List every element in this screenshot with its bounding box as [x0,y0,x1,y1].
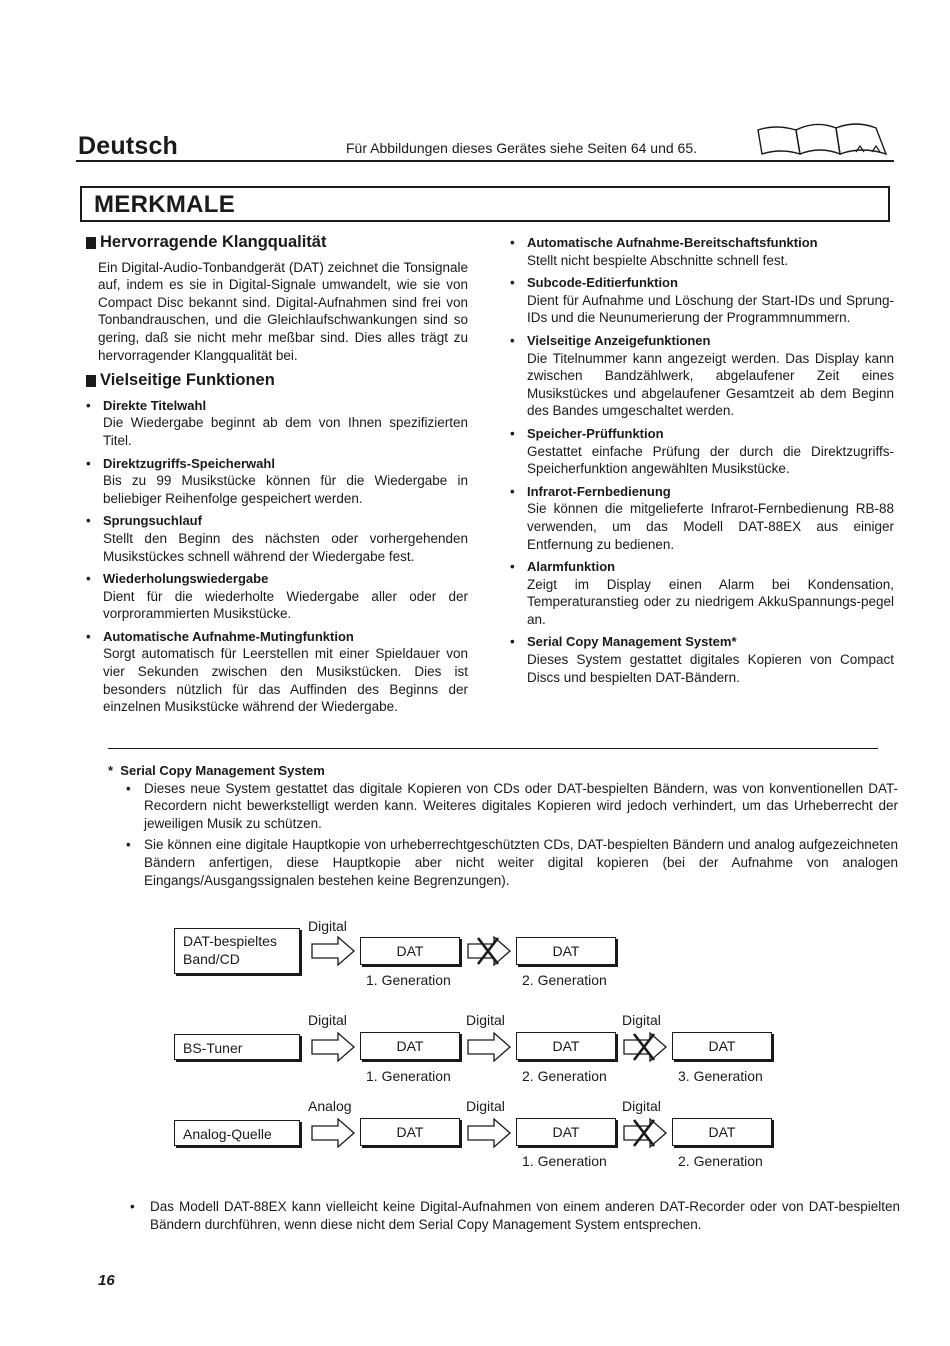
feature-text: Dient für die wiederholte Wiedergabe aller oder der vorprorammierten Musikstücke. [103,588,468,622]
feature-text: Bis zu 99 Musikstücke können für die Wiedergabe in beliebiger Reihenfolge gespeichert werden. [103,473,468,506]
dat-box: DAT [516,937,616,965]
feature-title: Automatische Aufnahme-Mutingfunktion [103,628,354,644]
transfer-arrow-icon [466,1116,512,1150]
feature-title: Speicher-Prüffunktion [527,425,664,441]
feature-title: Automatische Aufnahme-Bereitschaftsfunktion [527,235,818,250]
bullet-icon: • [126,780,131,796]
dat-box: DAT [360,937,460,965]
bullet-icon: • [510,332,515,348]
bullet-icon: • [510,634,515,650]
generation-label: 2. Generation [522,1068,607,1084]
bullet-icon: • [510,425,515,441]
feature-item [510,332,894,420]
heading-sound-quality: Hervorragende Klangqualität [86,234,468,252]
transfer-arrow-icon [466,1030,512,1064]
blocked-arrow-icon [622,1030,668,1064]
dat-box: DAT [516,1032,616,1060]
left-column [86,234,468,721]
scms-note [108,762,898,893]
scms-item: • Sie können eine digitale Hauptkopie von urheberrechtgeschützten CDs, DAT-bespielten Bändern und analog aufgezeichneten Bändern anfertigen, diese Hauptkopie aber nicht weiter digital kopieren (bei der Aufnahme von analogen Eingangs/Ausgangssignalen bestehen keine Begrenzungen). [126,837,898,888]
transfer-arrow-icon [310,934,356,968]
blocked-arrow-icon [466,934,512,968]
feature-title: Wiederholungswiedergabe [103,571,269,587]
arrow-label: Analog [308,1098,352,1114]
feature-item [86,397,468,450]
feature-title: Infrarot-Fernbedienung [527,483,671,499]
generation-label: 1. Generation [366,972,451,988]
right-column [510,234,894,691]
feature-item [510,633,894,686]
feature-text: Dieses System gestattet digitales Kopieren von Compact Discs und bespielten DAT-Bändern. [527,652,894,685]
feature-title: Sprungsuchlauf [103,513,202,529]
square-bullet-icon [86,375,96,387]
feature-text: Sie können die mitgelieferte Infrarot-Fernbedienung RB-88 verwenden, um das Modell DAT-88EX aus einiger Entfernung zu bedienen. [527,501,894,552]
dat-box: DAT [672,1032,772,1060]
generation-label: 2. Generation [522,972,607,988]
dat-box: DAT [360,1118,460,1146]
square-bullet-icon [86,237,96,249]
blocked-arrow-icon [622,1116,668,1150]
feature-text: Stellt den Beginn des nächsten oder vorhergehenden Musikstückes schnell während der Wiedergabe fest. [103,530,468,564]
feature-text: Sorgt automatisch für Leerstellen mit einer Spieldauer von vier Sekunden zwischen den Musikstücken. Dies ist besonders nützlich für das Auffinden des Beginns der einzelnen Musikstücke während der Wiedergabe. [103,646,468,715]
section-title-box [80,186,890,222]
arrow-label: Digital [466,1012,505,1028]
bullet-icon: • [86,571,91,587]
arrow-label: Digital [308,1012,347,1028]
feature-text: Die Titelnummer kann angezeigt werden. Das Display kann zwischen Bandzählwerk, abgelaufener Zeit eines Musikstückes und abgelaufener Gesamtzeit ab dem Beginn des Bandes umgeschaltet werden. [527,350,894,419]
transfer-arrow-icon [310,1030,356,1064]
bullet-icon: • [86,397,91,413]
feature-item [86,455,468,508]
source-box: BS-Tuner [174,1034,300,1060]
feature-item [86,570,468,623]
feature-title: Vielseitige Anzeigefunktionen [527,332,711,348]
bullet-icon: • [510,483,515,499]
feature-text: Stellt nicht bespielte Abschnitte schnell fest. [527,252,789,268]
bullet-icon: • [510,235,515,250]
source-box: DAT-bespieltes Band/CD [174,928,300,974]
source-box: Analog-Quelle [174,1120,300,1146]
feature-text: Die Wiedergabe beginnt ab dem von Ihnen spezifizierten Titel. [103,415,468,448]
bullet-icon: • [86,513,91,529]
feature-item [510,425,894,478]
scms-title: * Serial Copy Management System [108,763,325,778]
sound-quality-text: Ein Digital-Audio-Tonbandgerät (DAT) zeichnet die Tonsignale auf, indem es sie in Digital-Signale umwandelt, wie sie von Compact Disc bekannt sind. Digital-Aufnahmen sind frei von Tonbandrauschen, und die Gleichlaufschwankungen sind so gering, daß sie nicht mehr meßbar sind. Dies alles trägt zu hervorragender Klangqualität bei. [98,259,468,363]
arrow-label: Digital [622,1012,661,1028]
feature-item [510,558,894,628]
open-book-icon [756,116,896,162]
bullet-icon: • [510,559,515,575]
bullet-icon: • [130,1199,135,1214]
compatibility-note: • Das Modell DAT-88EX kann vielleicht keine Digital-Aufnahmen von einem anderen DAT-Recorder oder von DAT-bespielten Bändern durchführen, wenn diese nicht dem Serial Copy Management System entsprechen. [130,1199,900,1232]
feature-item [510,234,894,269]
feature-text: Gestattet einfache Prüfung der durch die Direktzugriffs-Speicherfunktion angewählten Musikstücke. [527,443,894,477]
dat-box: DAT [672,1118,772,1146]
feature-title: Serial Copy Management System* [527,634,737,650]
feature-text: Zeigt im Display einen Alarm bei Kondensation, Temperaturanstieg oder zu niedrigem AkkuSpannungs-pegel an. [527,576,894,627]
page-number: 16 [98,1272,115,1289]
generation-label: 1. Generation [522,1153,607,1169]
dat-box: DAT [360,1032,460,1060]
bullet-icon: • [86,628,91,644]
scms-item: • Dieses neue System gestattet das digitale Kopieren von CDs oder DAT-bespielten Bändern, was von konventionellen DAT-Recordern nicht bewerkstelligt werden kann. Weiteres digitales Kopieren wird jedoch verhindert, um das Urheberrecht der jeweiligen Musik zu schützen. [126,780,898,831]
arrow-label: Digital [308,918,347,934]
language-heading: Deutsch [78,132,179,160]
feature-item [86,628,468,716]
header-rule [76,160,894,162]
dat-box: DAT [516,1118,616,1146]
feature-title: Subcode-Editierfunktion [527,275,678,291]
feature-item [510,483,894,553]
section-title: MERKMALE [94,191,236,218]
figure-reference: Für Abbildungen dieses Gerätes siehe Seiten 64 und 65. [346,140,698,156]
generation-label: 1. Generation [366,1068,451,1084]
bullet-icon: • [126,837,131,853]
bullet-icon: • [86,455,91,471]
divider-rule [108,748,878,749]
feature-title: Alarmfunktion [527,559,616,575]
feature-item [510,274,894,327]
feature-title: Direkte Titelwahl [103,397,207,413]
heading-functions: Vielseitige Funktionen [86,372,468,390]
transfer-arrow-icon [310,1116,356,1150]
bullet-icon: • [510,275,515,291]
arrow-label: Digital [622,1098,661,1114]
generation-label: 3. Generation [678,1068,763,1084]
feature-item [86,512,468,565]
feature-text: Dient für Aufnahme und Löschung der Start-IDs und Sprung-IDs und die Neunumerierung der Programmnummern. [527,292,894,326]
feature-title: Direktzugriffs-Speicherwahl [103,455,275,471]
generation-label: 2. Generation [678,1153,763,1169]
arrow-label: Digital [466,1098,505,1114]
